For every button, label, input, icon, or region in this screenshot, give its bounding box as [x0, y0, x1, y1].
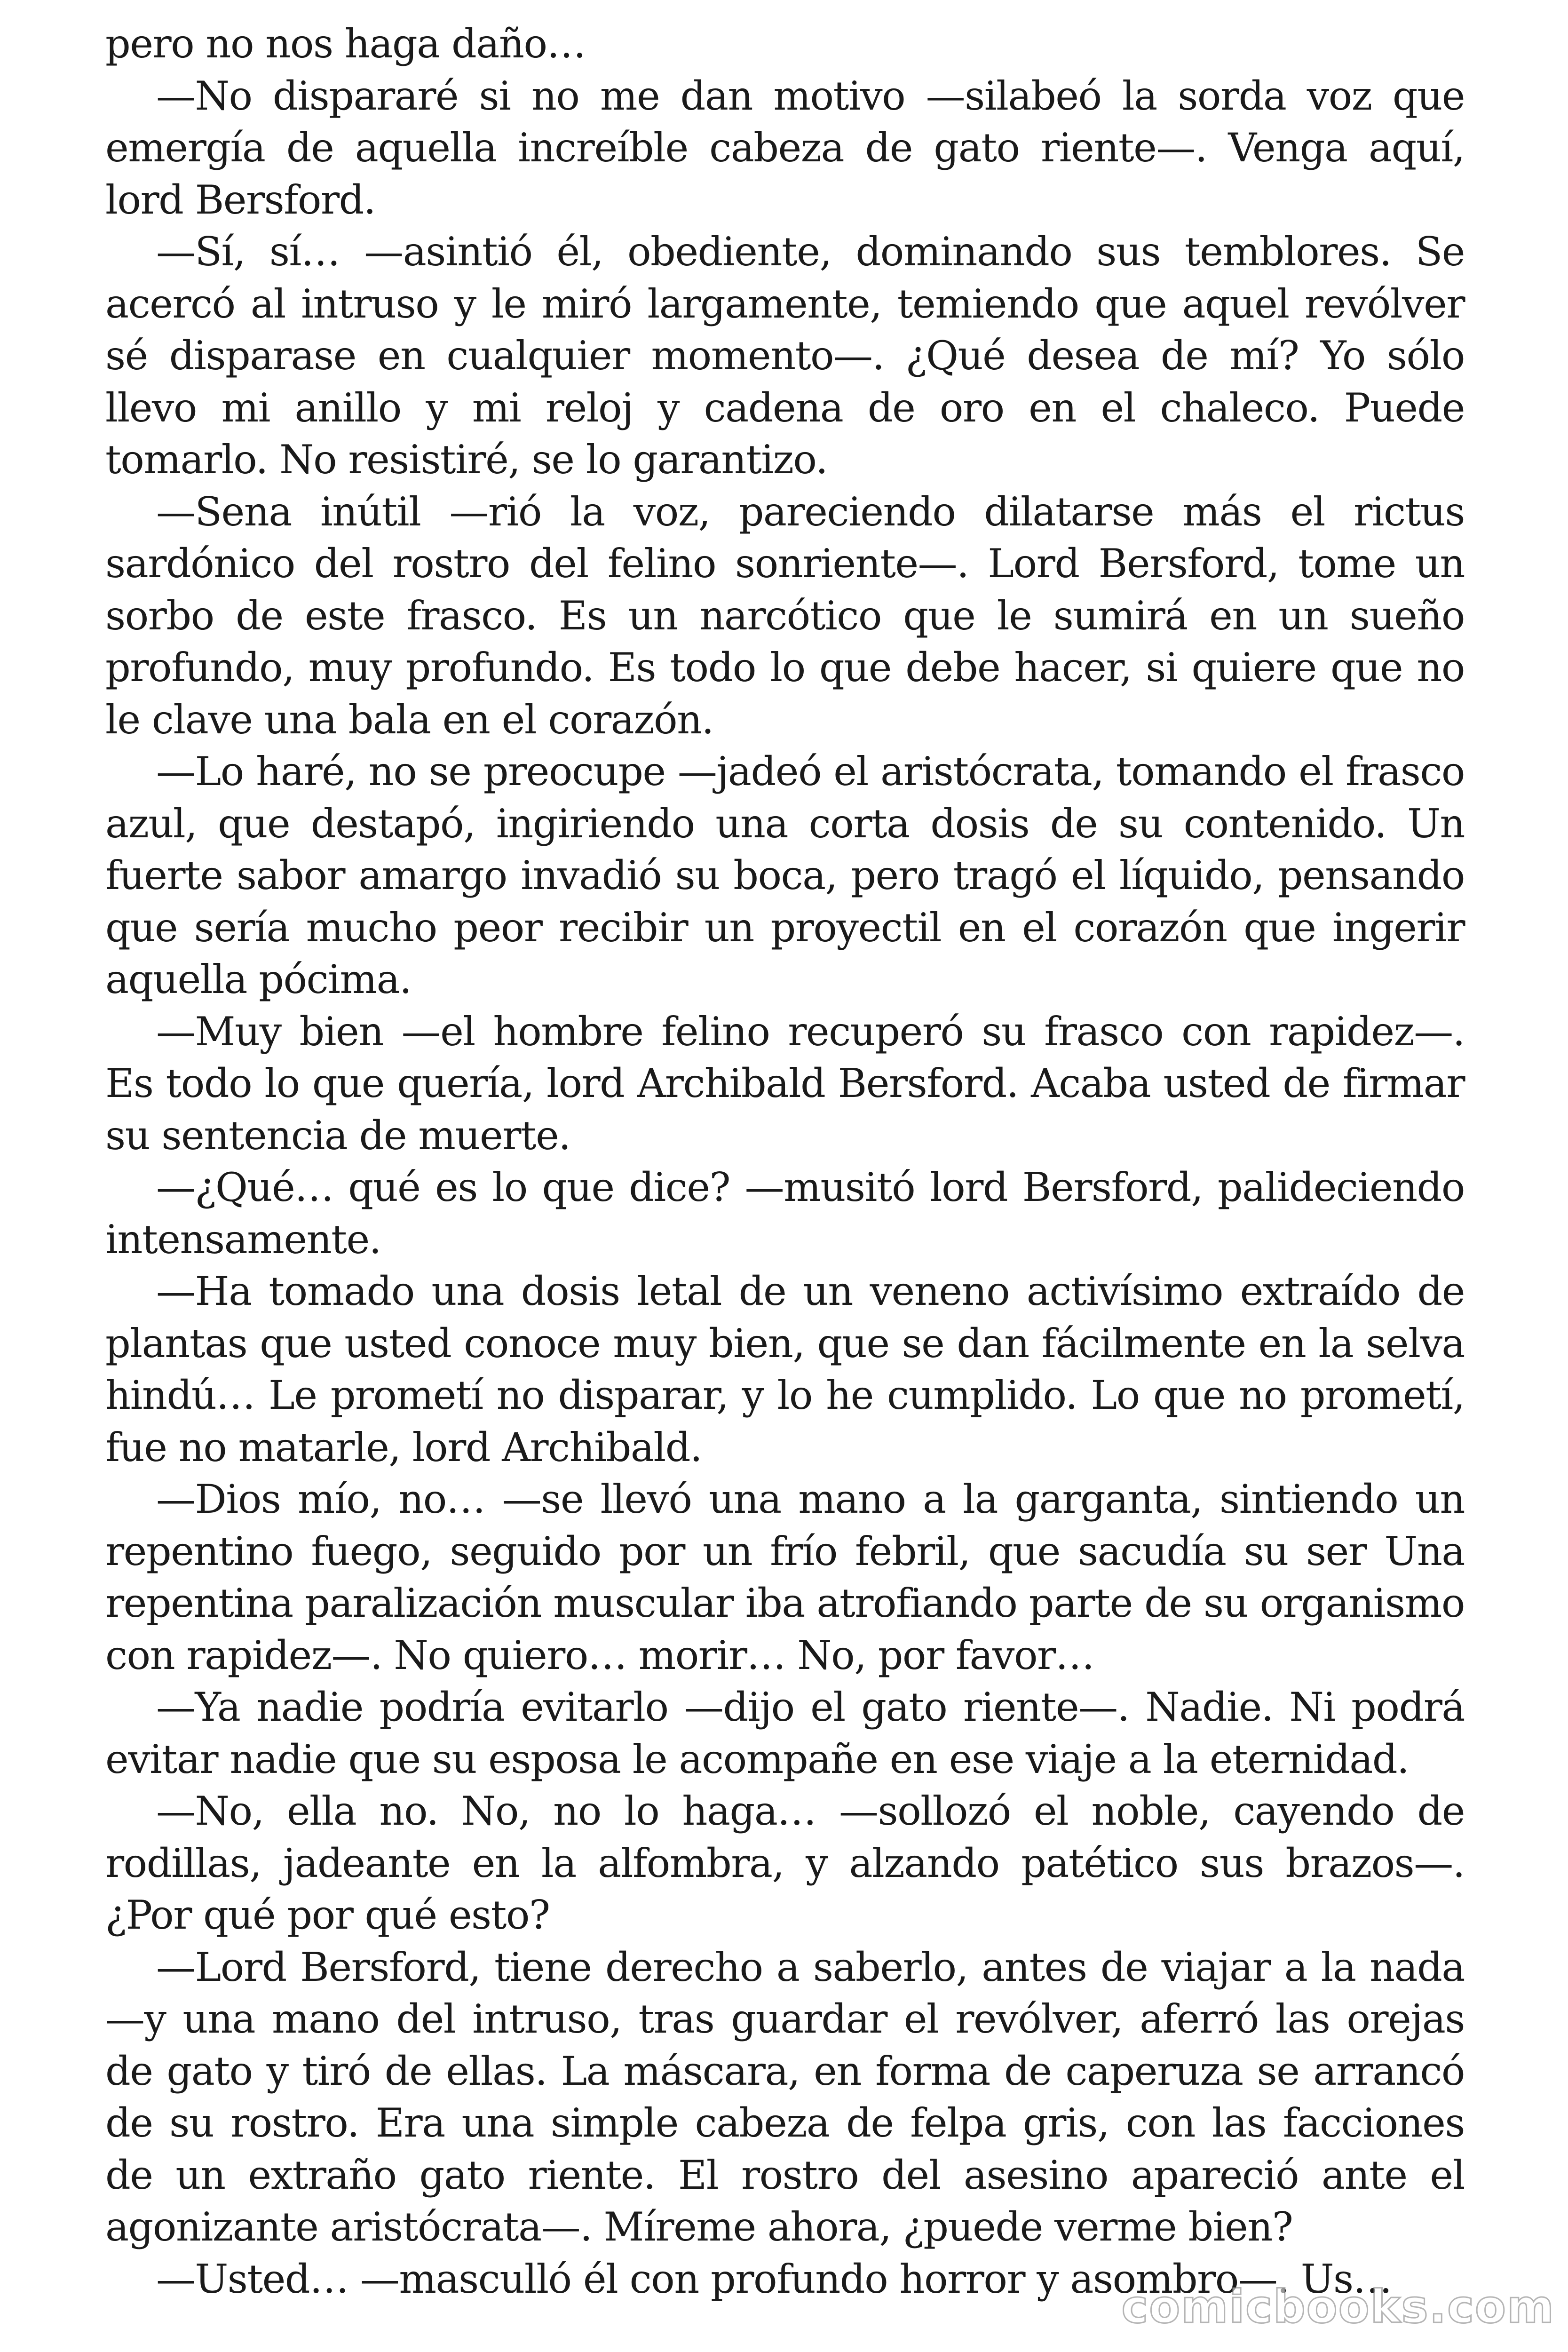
book-page-text — [105, 18, 1465, 2305]
watermark: comicbooks.com — [1121, 2280, 1555, 2333]
paragraph: —¿Qué… qué es lo que dice? —musitó lord Bersford, palideciendo intensamente. — [105, 1164, 1465, 1263]
paragraph: —Ha tomado una dosis letal de un veneno activísimo extraído de plantas que usted conoce muy bien, que se dan fácilmente en la selva hindú… Le prometí no disparar, y lo he cumplido. Lo que no prometí, fue no matarle, lord Archibald. — [105, 1268, 1465, 1470]
paragraph: —Muy bien —el hombre felino recuperó su frasco con rapidez—. Es todo lo que quería, lord Archibald Bersford. Acaba usted de firmar su sentencia de muerte. — [105, 1008, 1465, 1159]
paragraph: —Dios mío, no… —se llevó una mano a la garganta, sintiendo un repentino fuego, seguido por un frío febril, que sacudía su ser Una repentina paralización muscular iba atrofiando parte de su organismo con rapidez—. No quiero… morir… No, por favor… — [105, 1476, 1465, 1678]
paragraph: —Sí, sí… —asintió él, obediente, dominando sus temblores. Se acercó al intruso y le miró largamente, temiendo que aquel revólver sé disparase en cualquier momento—. ¿Qué desea de mí? Yo sólo llevo mi anillo y mi reloj y cadena de oro en el chaleco. Puede tomarlo. No resistiré, se lo garantizo. — [105, 229, 1465, 483]
paragraph: —Ya nadie podría evitarlo —dijo el gato riente—. Nadie. Ni podrá evitar nadie que su esposa le acompañe en ese viaje a la eternidad. — [105, 1684, 1465, 1782]
paragraph: —Lo haré, no se preocupe —jadeó el aristócrata, tomando el frasco azul, que destapó, ingiriendo una corta dosis de su contenido. Un fuerte sabor amargo invadió su boca, pero tragó el líquido, pensando que sería mucho peor recibir un proyectil en el corazón que ingerir aquella pócima. — [105, 748, 1465, 1002]
paragraph: pero no nos haga daño… — [105, 21, 586, 67]
paragraph: —Sena inútil —rió la voz, pareciendo dilatarse más el rictus sardónico del rostro del felino sonriente—. Lord Bersford, tome un sorbo de este frasco. Es un narcótico que le sumirá en un sueño profundo, muy profundo. Es todo lo que debe hacer, si quiere que no le clave una bala en el corazón. — [105, 488, 1465, 743]
paragraph: —Usted… —masculló él con profundo horror y asombro—. Us… — [156, 2256, 1392, 2302]
paragraph: —No, ella no. No, no lo haga… —sollozó el noble, cayendo de rodillas, jadeante en la alfombra, y alzando patético sus brazos—. ¿Por qué por qué esto? — [105, 1788, 1465, 1938]
paragraph: —No dispararé si no me dan motivo —silabeó la sorda voz que emergía de aquella increíble cabeza de gato riente—. Venga aquí, lord Bersford. — [105, 72, 1465, 223]
paragraph: —Lord Bersford, tiene derecho a saberlo, antes de viajar a la nada —y una mano del intruso, tras guardar el revólver, aferró las orejas de gato y tiró de ellas. La máscara, en forma de caperuza se arrancó de su rostro. Era una simple cabeza de felpa gris, con las facciones de un extraño gato riente. El rostro del asesino apareció ante el agonizante aristócrata—. Míreme ahora, ¿puede verme bien? — [105, 1944, 1465, 2250]
